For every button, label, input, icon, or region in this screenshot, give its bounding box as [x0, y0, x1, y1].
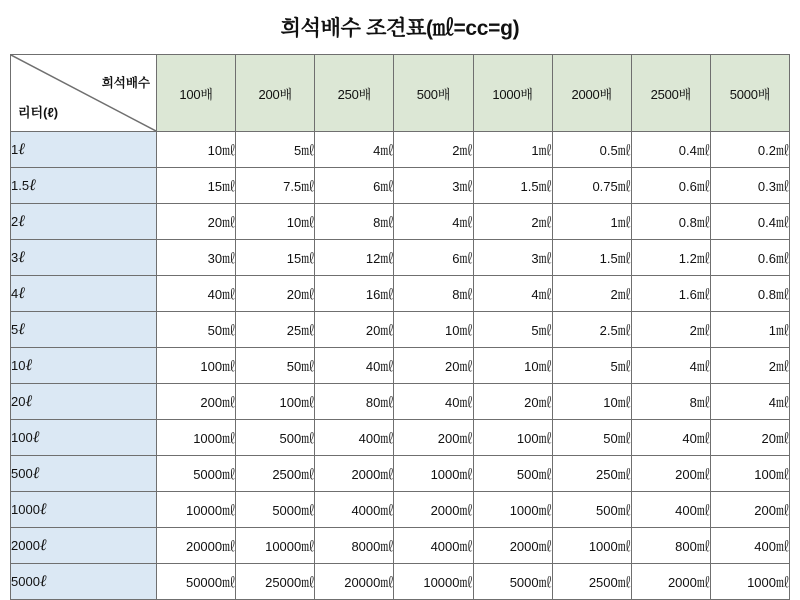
- table-cell: 10㎖: [473, 348, 552, 384]
- table-cell: 2㎖: [552, 276, 631, 312]
- table-cell: 1㎖: [473, 132, 552, 168]
- table-cell: 16㎖: [315, 276, 394, 312]
- table-cell: 1.2㎖: [631, 240, 710, 276]
- table-cell: 4㎖: [473, 276, 552, 312]
- row-header-value: 3: [11, 249, 19, 265]
- row-header-unit: ℓ: [18, 284, 25, 302]
- table-cell: 4㎖: [710, 384, 789, 420]
- table-cell: 200㎖: [157, 384, 236, 420]
- table-cell: 0.4㎖: [631, 132, 710, 168]
- table-cell: 100㎖: [157, 348, 236, 384]
- table-cell: 5㎖: [473, 312, 552, 348]
- table-cell: 20㎖: [236, 276, 315, 312]
- table-cell: 2000㎖: [394, 492, 473, 528]
- table-cell: 1000㎖: [394, 456, 473, 492]
- row-header-value: 4: [11, 285, 19, 301]
- column-header: 1000배: [473, 55, 552, 132]
- table-cell: 10000㎖: [236, 528, 315, 564]
- table-cell: 50000㎖: [157, 564, 236, 600]
- table-body: [11, 132, 790, 600]
- table-row: [11, 168, 790, 204]
- row-header: [11, 564, 157, 600]
- row-header: [11, 312, 157, 348]
- row-header-unit: ℓ: [39, 572, 47, 590]
- table-cell: 2㎖: [394, 132, 473, 168]
- row-header: [11, 168, 157, 204]
- table-cell: 4㎖: [394, 204, 473, 240]
- row-header: [11, 348, 157, 384]
- table-cell: 0.8㎖: [631, 204, 710, 240]
- table-cell: 7.5㎖: [236, 168, 315, 204]
- table-cell: 0.75㎖: [552, 168, 631, 204]
- row-header-value: 2000: [11, 537, 40, 553]
- table-cell: 15㎖: [157, 168, 236, 204]
- row-header-value: 1: [11, 141, 19, 157]
- column-header: 500배: [394, 55, 473, 132]
- table-cell: 0.4㎖: [710, 204, 789, 240]
- row-header: [11, 132, 157, 168]
- row-header-value: 10: [11, 357, 26, 373]
- table-cell: 30㎖: [157, 240, 236, 276]
- table-cell: 0.6㎖: [710, 240, 789, 276]
- row-header: [11, 420, 157, 456]
- row-header-value: 20: [11, 393, 26, 409]
- table-row: [11, 240, 790, 276]
- table-cell: 5㎖: [552, 348, 631, 384]
- table-cell: 500㎖: [236, 420, 315, 456]
- table-row: [11, 204, 790, 240]
- row-header-value: 1000: [11, 501, 40, 517]
- dilution-ratio-table: [10, 54, 790, 600]
- table-cell: 6㎖: [394, 240, 473, 276]
- table-cell: 10㎖: [157, 132, 236, 168]
- column-header: 200배: [236, 55, 315, 132]
- table-cell: 1000㎖: [157, 420, 236, 456]
- row-header: [11, 384, 157, 420]
- table-cell: 2000㎖: [315, 456, 394, 492]
- table-cell: 1000㎖: [552, 528, 631, 564]
- table-cell: 10㎖: [394, 312, 473, 348]
- row-header: [11, 528, 157, 564]
- table-cell: 50㎖: [552, 420, 631, 456]
- table-cell: 40㎖: [631, 420, 710, 456]
- table-header: [11, 55, 790, 132]
- table-cell: 10㎖: [552, 384, 631, 420]
- table-cell: 8㎖: [394, 276, 473, 312]
- row-header: [11, 240, 157, 276]
- row-header-unit: ℓ: [25, 392, 33, 410]
- table-cell: 2㎖: [710, 348, 789, 384]
- table-cell: 400㎖: [710, 528, 789, 564]
- row-header-unit: ℓ: [25, 356, 33, 374]
- table-cell: 50㎖: [157, 312, 236, 348]
- table-cell: 2㎖: [631, 312, 710, 348]
- table-cell: 5000㎖: [236, 492, 315, 528]
- page-title: 희석배수 조견표(㎖=cc=g): [280, 17, 520, 40]
- table-cell: 15㎖: [236, 240, 315, 276]
- table-cell: 4㎖: [631, 348, 710, 384]
- table-cell: 40㎖: [315, 348, 394, 384]
- table-cell: 3㎖: [394, 168, 473, 204]
- table-cell: 1㎖: [552, 204, 631, 240]
- column-header: 2000배: [552, 55, 631, 132]
- table-cell: 8000㎖: [315, 528, 394, 564]
- table-cell: 10㎖: [236, 204, 315, 240]
- table-cell: 4㎖: [315, 132, 394, 168]
- table-cell: 0.2㎖: [710, 132, 789, 168]
- row-header-unit: ℓ: [39, 536, 47, 554]
- table-cell: 12㎖: [315, 240, 394, 276]
- table-cell: 0.8㎖: [710, 276, 789, 312]
- table-cell: 8㎖: [315, 204, 394, 240]
- table-cell: 100㎖: [710, 456, 789, 492]
- table-cell: 4000㎖: [315, 492, 394, 528]
- column-header: 5000배: [710, 55, 789, 132]
- table-cell: 250㎖: [552, 456, 631, 492]
- table-row: [11, 312, 790, 348]
- table-cell: 200㎖: [394, 420, 473, 456]
- table-row: [11, 528, 790, 564]
- table-cell: 5000㎖: [157, 456, 236, 492]
- table-cell: 0.3㎖: [710, 168, 789, 204]
- table-cell: 8㎖: [631, 384, 710, 420]
- table-cell: 10000㎖: [157, 492, 236, 528]
- table-corner-cell: [11, 55, 157, 132]
- row-header-value: 1.5: [11, 177, 30, 193]
- table-row: [11, 348, 790, 384]
- table-cell: 20㎖: [710, 420, 789, 456]
- table-row: [11, 132, 790, 168]
- table-row: [11, 384, 790, 420]
- table-cell: 200㎖: [710, 492, 789, 528]
- table-cell: 2㎖: [473, 204, 552, 240]
- table-cell: 500㎖: [552, 492, 631, 528]
- table-cell: 100㎖: [236, 384, 315, 420]
- table-cell: 2500㎖: [236, 456, 315, 492]
- row-header-unit: ℓ: [32, 428, 40, 446]
- row-header-unit: ℓ: [18, 212, 25, 230]
- row-header: [11, 492, 157, 528]
- row-header-value: 5000: [11, 573, 40, 589]
- row-header-unit: ℓ: [29, 176, 36, 194]
- table-row: [11, 420, 790, 456]
- table-cell: 800㎖: [631, 528, 710, 564]
- table-cell: 2000㎖: [631, 564, 710, 600]
- table-cell: 5㎖: [236, 132, 315, 168]
- table-cell: 3㎖: [473, 240, 552, 276]
- table-cell: 80㎖: [315, 384, 394, 420]
- corner-label-dilution: 희석배수: [101, 76, 150, 90]
- row-header-value: 2: [11, 213, 19, 229]
- table-cell: 200㎖: [631, 456, 710, 492]
- corner-label-liter: 리터(ℓ): [18, 105, 59, 120]
- table-cell: 2500㎖: [552, 564, 631, 600]
- table-cell: 400㎖: [315, 420, 394, 456]
- table-cell: 20㎖: [394, 348, 473, 384]
- table-cell: 1㎖: [710, 312, 789, 348]
- table-cell: 25000㎖: [236, 564, 315, 600]
- table-cell: 4000㎖: [394, 528, 473, 564]
- table-cell: 25㎖: [236, 312, 315, 348]
- table-cell: 0.5㎖: [552, 132, 631, 168]
- row-header: [11, 276, 157, 312]
- table-cell: 1.6㎖: [631, 276, 710, 312]
- row-header: [11, 456, 157, 492]
- table-cell: 20㎖: [315, 312, 394, 348]
- table-cell: 10000㎖: [394, 564, 473, 600]
- row-header-value: 100: [11, 429, 33, 445]
- table-cell: 400㎖: [631, 492, 710, 528]
- table-cell: 2.5㎖: [552, 312, 631, 348]
- table-cell: 100㎖: [473, 420, 552, 456]
- table-cell: 1.5㎖: [552, 240, 631, 276]
- table-cell: 5000㎖: [473, 564, 552, 600]
- table-cell: 20000㎖: [157, 528, 236, 564]
- table-cell: 1000㎖: [473, 492, 552, 528]
- table-header-row: [11, 55, 790, 132]
- table-row: [11, 564, 790, 600]
- table-row: [11, 276, 790, 312]
- row-header-unit: ℓ: [18, 320, 25, 338]
- table-cell: 1.5㎖: [473, 168, 552, 204]
- column-header: 2500배: [631, 55, 710, 132]
- row-header-unit: ℓ: [32, 464, 40, 482]
- row-header-value: 5: [11, 321, 19, 337]
- table-cell: 50㎖: [236, 348, 315, 384]
- table-cell: 40㎖: [157, 276, 236, 312]
- row-header-value: 500: [11, 465, 33, 481]
- column-header: 250배: [315, 55, 394, 132]
- column-header: 100배: [157, 55, 236, 132]
- table-cell: 1000㎖: [710, 564, 789, 600]
- table-cell: 6㎖: [315, 168, 394, 204]
- table-cell: 2000㎖: [473, 528, 552, 564]
- table-cell: 40㎖: [394, 384, 473, 420]
- row-header: [11, 204, 157, 240]
- table-row: [11, 456, 790, 492]
- row-header-unit: ℓ: [18, 248, 25, 266]
- table-cell: 500㎖: [473, 456, 552, 492]
- table-row: [11, 492, 790, 528]
- table-cell: 20㎖: [473, 384, 552, 420]
- row-header-unit: ℓ: [39, 500, 47, 518]
- row-header-unit: ℓ: [18, 140, 25, 158]
- table-cell: 20000㎖: [315, 564, 394, 600]
- table-cell: 0.6㎖: [631, 168, 710, 204]
- table-cell: 20㎖: [157, 204, 236, 240]
